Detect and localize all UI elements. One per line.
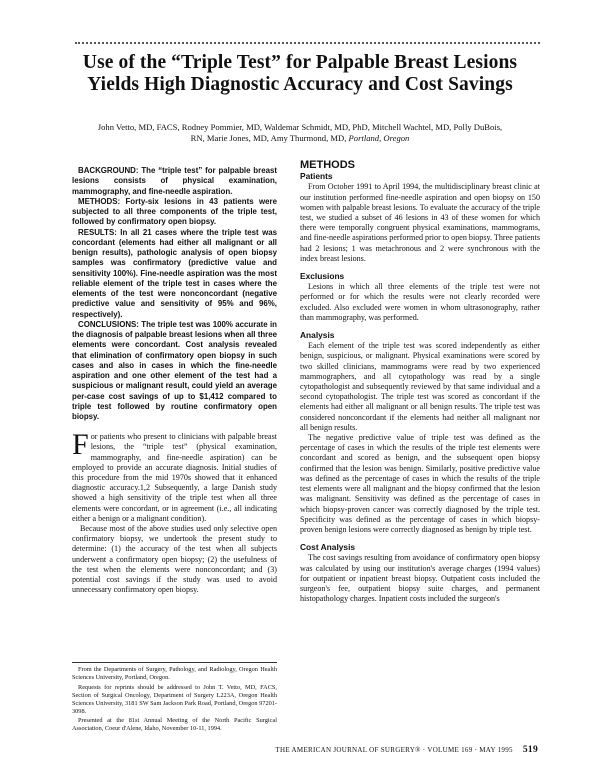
- analysis-paragraph-1: Each element of the triple test was scored independently as either benign, suspicious, or malignant. Physical examinations were scored by two skilled clinicians, mammograms were read by two experienced mammographers, and all cytopathology was read by a single cytopathologist and subsequently reviewed by that same individual and a second cytopathologist. The triple test was scored as concordant if the elements had either all malignant or all benign results. The triple test was considered nonconcordant if the elements had neither all malignant nor all benign results.: [300, 341, 540, 432]
- page-number: 519: [522, 745, 538, 755]
- right-column: [300, 160, 540, 604]
- footnote-affiliation: From the Departments of Surgery, Pathology, and Radiology, Oregon Health Sciences University, Portland, Oregon.: [72, 666, 277, 681]
- abstract-results-label: RESULTS:: [78, 227, 117, 237]
- author-line: [90, 122, 510, 144]
- footnotes: [72, 662, 277, 735]
- abstract-background: [72, 166, 277, 197]
- patients-text: From October 1991 to April 1994, the multidisciplinary breast clinic at our institution performed fine-needle aspiration and open biopsy on 150 women with palpable breast lesions. To evaluate the accuracy of the triple test, we studied a subset of 46 lesions in 43 of these women for which there were temporally congruent physical examinations, mammograms, and fine-needle aspirations performed prior to open biopsy. Three patients had 2 lesions; 1 was metachronous and 2 were synchronous with the index breast lesions.: [300, 182, 540, 263]
- journal-footer: THE AMERICAN JOURNAL OF SURGERY® · VOLUME 169 · MAY 1995: [275, 746, 513, 754]
- paper-title: Use of the “Triple Test” for Palpable Breast Lesions Yields High Diagnostic Accuracy and Cost Savings: [82, 52, 518, 95]
- patients-heading: Patients: [300, 171, 333, 182]
- analysis-paragraph-2: The negative predictive value of triple test was defined as the percentage of cases in which the results of the triple test elements were concordant and scored as benign, and the subsequent open biopsy confirmed that the lesion was benign. Similarly, positive predictive value was defined as the percentage of cases in which the results of the triple test elements were all malignant and the biopsy confirmed that the lesion was malignant. Sensitivity was defined as the percentage of cases in which biopsy-proven cancer was correctly diagnosed by the triple test. Specificity was defined as the percentage of cases in which biopsy-proven benign lesions were correctly diagnosed as benign by triple test.: [300, 433, 540, 534]
- authors: John Vetto, MD, FACS, Rodney Pommier, MD, Waldemar Schmidt, MD, PhD, Mitchell Wachtel, MD, Polly DuBois, RN, Marie Jones, MD, Amy Thurmond, MD,: [97, 122, 503, 143]
- cost-analysis-heading: Cost Analysis: [300, 542, 356, 553]
- footnote-presented: Presented at the 81st Annual Meeting of the North Pacific Surgical Association, Coeur d'Alene, Idaho, November 10-11, 1994.: [72, 717, 277, 733]
- abstract-background-label: BACKGROUND:: [78, 166, 139, 175]
- intro-paragraph-1: [72, 428, 277, 524]
- left-column: [72, 160, 277, 596]
- abstract-methods-label: METHODS:: [78, 196, 121, 206]
- page-footer: [275, 745, 538, 755]
- abstract: [72, 166, 277, 422]
- top-dotted-rule: [75, 42, 540, 44]
- abstract-methods: [72, 197, 277, 228]
- introduction: [72, 428, 277, 595]
- exclusions-text: Lesions in which all three elements of the triple test were not performed or for which the results were not clearly recorded were excluded. Also excluded were women in whom ultrasonography, rather than mammography, was performed.: [300, 282, 540, 322]
- abstract-conclusions-label: CONCLUSIONS:: [78, 319, 139, 329]
- exclusions-heading: Exclusions: [300, 271, 345, 282]
- cost-analysis-text: The cost savings resulting from avoidance of confirmatory open biopsy was calculated by using our institution's average charges (1994 values) for outpatient or inpatient breast biopsy. Outpatient costs included the surgeon's fee, outpatient biopsy suite charges, and permanent histopathology charges. Inpatient costs included the surgeon's: [300, 553, 540, 604]
- footnote-reprints: Requests for reprints should be addressed to John T. Vetto, MD, FACS, Section of Surgical Oncology, Department of Surgery L223A, Oregon Health Sciences University, 3181 SW Sam Jackson Park Road, Portland, Oregon 97201-3098.: [72, 683, 277, 715]
- abstract-conclusions: [72, 320, 277, 423]
- abstract-conclusions-text: The triple test was 100% accurate in the diagnosis of palpable breast lesions when all three elements were concordant. Cost analysis revealed that elimination of confirmatory open biopsy in such cases and also in cases in which the fine-needle aspiration and one other element of the test had a suspicious or malignant result, could yield an average per-case cost savings of up to $1,412 compared to triple test followed by routine confirmatory open biopsy.: [72, 319, 277, 421]
- analysis-heading: Analysis: [300, 330, 335, 341]
- location: Portland, Oregon: [348, 133, 410, 143]
- drop-cap: F: [72, 428, 89, 462]
- abstract-results: [72, 228, 277, 320]
- abstract-results-text: In all 21 cases where the triple test was concordant (elements had either all malignant or all benign results), pathologic analysis of open biopsy samples was confirmatory (predictive value and sensitivity 100%). Fine-needle aspiration was the most reliable element of the triple test in cases where the elements of the test were nonconcordant (negative predictive value and sensitivity of 95% and 96%, respectively).: [72, 227, 277, 319]
- methods-heading: METHODS: [300, 159, 355, 171]
- abstract-methods-text: Forty-six lesions in 43 patients were subjected to all three components of the triple test, followed by confirmatory open biopsy.: [72, 196, 277, 227]
- intro-paragraph-2: Because most of the above studies used only selective open confirmatory biopsy, we undertook the present study to determine: (1) the accuracy of the test when all subjects underwent a confirmatory open biopsy; (2) the usefulness of the test when the elements were nonconcordant; and (3) potential cost savings if the study was used to avoid unnecessary confirmatory open biopsy.: [72, 524, 277, 595]
- intro-p1-text: or patients who present to clinicians with palpable breast lesions, the “triple test” (physical examination, mammography, and fine-needle aspiration) can be employed to provide an accurate diagnosis. Initial studies of this procedure from the mid 1970s showed that it enhanced diagnostic accuracy.1,2 Subsequently, a large Danish study showed a high sensitivity of the triple test when all three elements were concordant, or in agreement (i.e., all indicating either a benign or a malignant condition).: [72, 432, 277, 523]
- abstract-background-text: The “triple test” for palpable breast lesions consists of physical examination, mammography, and fine-needle aspiration.: [72, 166, 277, 196]
